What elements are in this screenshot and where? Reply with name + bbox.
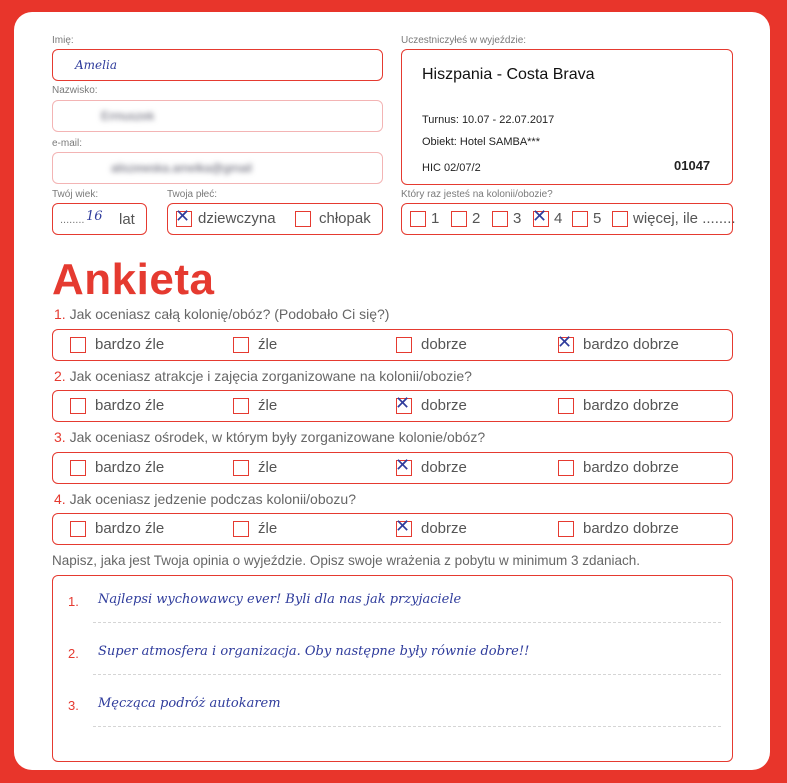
opinion-line-1-text: Najlepsi wychowawcy ever! Byli dla nas jak przyjaciele [98,592,462,607]
q2-option-2: dobrze [421,397,467,414]
last-name-value: Ermuszek [101,109,155,123]
opinion-box[interactable] [52,575,733,762]
times-field [401,203,736,235]
trip-box [401,49,733,185]
times-checkbox-3[interactable] [492,211,508,227]
q4-option-3: bardzo dobrze [583,520,679,537]
gender-checkbox-boy[interactable] [295,211,311,227]
trip-code: HIC 02/07/2 [422,162,481,174]
opinion-line-2-number: 2. [68,646,79,661]
q3-option-3: bardzo dobrze [583,459,679,476]
q3-option-2: dobrze [421,459,467,476]
gender-option-boy: chłopak [319,210,371,227]
times-checkbox-2[interactable] [451,211,467,227]
q1-checkbox-1[interactable] [233,337,249,353]
question-1-answers [52,329,733,361]
q4-checkbox-3[interactable] [558,521,574,537]
question-4-number: 4. [54,491,66,507]
q1-option-3: bardzo dobrze [583,336,679,353]
question-3-number: 3. [54,429,66,445]
trip-number: 01047 [674,158,711,173]
email-field[interactable] [52,152,383,184]
q4-option-2: dobrze [421,520,467,537]
q3-option-0: bardzo źle [95,459,165,476]
email-value: aliszewska.amelka@gmail [111,161,252,175]
gender-checkbox-girl[interactable] [176,211,192,227]
q4-checkbox-2[interactable] [396,521,412,537]
times-label: Który raz jesteś na kolonii/obozie? [401,189,553,200]
age-value: 16 [86,209,103,224]
trip-destination: Hiszpania - Costa Brava [422,66,595,83]
question-2-answers [52,390,733,422]
q1-option-1: źle [258,336,278,353]
trip-turnus: Turnus: 10.07 - 22.07.2017 [422,114,555,126]
question-2-text: Jak oceniasz atrakcje i zajęcia zorganizowane na kolonii/obozie? [69,368,472,384]
times-option-1: 1 [431,210,440,227]
first-name-value: Amelia [75,58,117,72]
age-field[interactable] [52,203,147,235]
q4-option-1: źle [258,520,278,537]
q1-option-2: dobrze [421,336,467,353]
gender-field [167,203,383,235]
q1-checkbox-3[interactable] [558,337,574,353]
first-name-field[interactable] [52,49,383,81]
q2-option-0: bardzo źle [95,397,165,414]
times-checkbox-1[interactable] [410,211,426,227]
trip-obiekt: Obiekt: Hotel SAMBA*** [422,136,540,148]
opinion-line-2-text: Super atmosfera i organizacja. Oby następne były równie dobre!! [98,644,530,659]
q2-option-1: źle [258,397,278,414]
times-option-more: więcej, ile ........ [633,210,736,227]
question-1-number: 1. [54,306,66,322]
email-label: e-mail: [52,138,83,149]
question-1 [54,306,389,322]
times-option-4: 4 [554,210,563,227]
opinion-line-3-text: Męcząca podróż autokarem [98,696,281,711]
question-4 [54,491,356,507]
q1-option-0: bardzo źle [95,336,165,353]
q3-checkbox-2[interactable] [396,460,412,476]
age-prefix: ........ [60,214,85,226]
last-name-label: Nazwisko: [52,85,98,96]
q2-checkbox-3[interactable] [558,398,574,414]
q3-option-1: źle [258,459,278,476]
q3-checkbox-0[interactable] [70,460,86,476]
survey-sheet [14,12,770,770]
question-3 [54,429,485,445]
q4-checkbox-1[interactable] [233,521,249,537]
question-4-text: Jak oceniasz jedzenie podczas kolonii/obozu? [69,491,356,507]
gender-option-girl: dziewczyna [198,210,276,227]
times-option-2: 2 [472,210,481,227]
question-3-answers [52,452,733,484]
q4-checkbox-0[interactable] [70,521,86,537]
survey-title: Ankieta [52,255,215,304]
question-3-text: Jak oceniasz ośrodek, w którym były zorganizowane kolonie/obóz? [69,429,486,445]
opinion-line-1-number: 1. [68,594,79,609]
question-1-text: Jak oceniasz całą kolonię/obóz? (Podobało Ci się?) [69,306,390,322]
age-label: Twój wiek: [52,189,99,200]
times-checkbox-5[interactable] [572,211,588,227]
last-name-field[interactable] [52,100,383,132]
q2-option-3: bardzo dobrze [583,397,679,414]
question-4-answers [52,513,733,545]
q4-option-0: bardzo źle [95,520,165,537]
opinion-prompt: Napisz, jaka jest Twoja opinia o wyjeździe. Opisz swoje wrażenia z pobytu w minimum 3 zdaniach. [52,553,641,568]
q1-checkbox-0[interactable] [70,337,86,353]
q2-checkbox-2[interactable] [396,398,412,414]
times-checkbox-more[interactable] [612,211,628,227]
q3-checkbox-1[interactable] [233,460,249,476]
opinion-rule-2 [93,674,721,675]
q2-checkbox-1[interactable] [233,398,249,414]
times-option-5: 5 [593,210,602,227]
question-2-number: 2. [54,368,66,384]
q2-checkbox-0[interactable] [70,398,86,414]
first-name-label: Imię: [52,35,74,46]
times-checkbox-4[interactable] [533,211,549,227]
gender-label: Twoja płeć: [167,189,218,200]
opinion-line-3-number: 3. [68,698,79,713]
q3-checkbox-3[interactable] [558,460,574,476]
times-option-3: 3 [513,210,522,227]
opinion-rule-1 [93,622,721,623]
trip-label: Uczestniczyłeś w wyjeździe: [401,35,527,46]
question-2 [54,368,472,384]
age-suffix: lat [119,211,135,228]
opinion-rule-3 [93,726,721,727]
q1-checkbox-2[interactable] [396,337,412,353]
